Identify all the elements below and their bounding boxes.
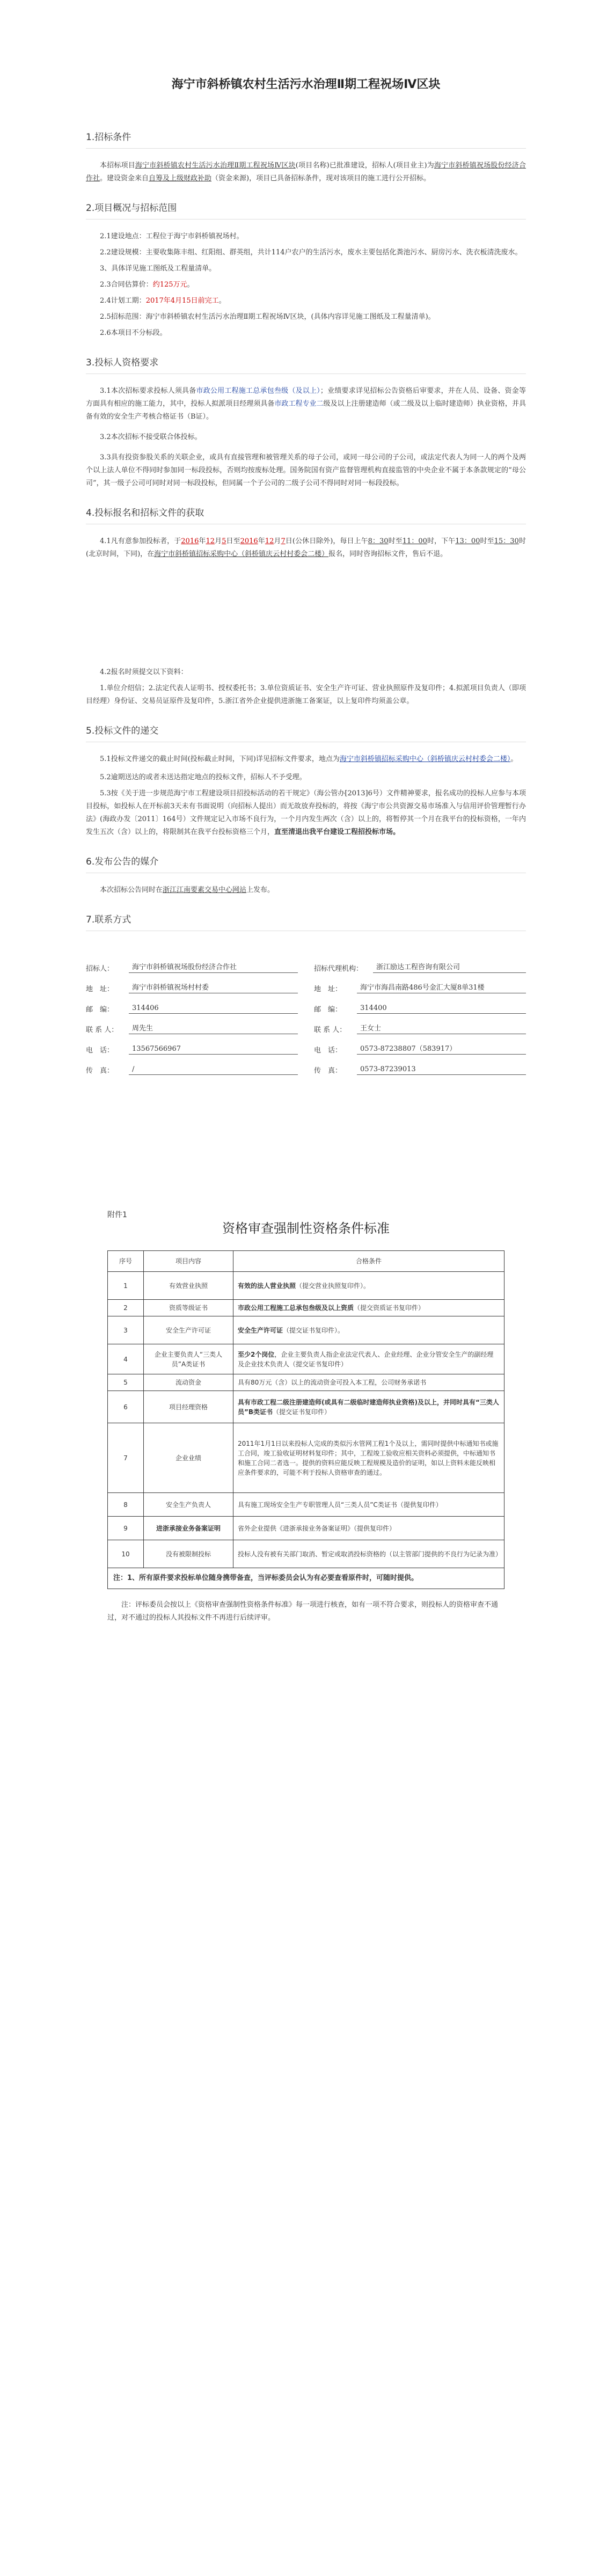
publication-media: 本次招标公告同时在浙江江南要素交易中心网站上发布。 <box>100 886 275 894</box>
blank-space <box>86 564 526 666</box>
required-documents-list: 1.单位介绍信；2.法定代表人证明书、授权委托书；3.单位资质证书、安全生产许可证、营业执照原件及复印件；4.拟派项目负责人（即项目经理）身份证、交易员证原件及复印件，5.浙江省外企业提供进浙施工备案证，以上复印件均须盖公章。 <box>86 684 526 705</box>
contact-row: 招标代理机构： 浙江励达工程咨询有限公司 <box>314 953 526 973</box>
section-heading-7: 7.联系方式 <box>86 912 526 931</box>
row-number: 6 <box>108 1391 144 1423</box>
estimated-price: 2.3合同估算价：约125万元。 <box>100 281 194 289</box>
related-enterprise-rule: 3.3具有投资参股关系的关联企业，或具有直接管理和被管理关系的母子公司，或同一母公司的子公司，或法定代表人为同一人的两个及两个以上法人单位不得同时参加同一标段投标，否则均按废标处理。国务院国有资产监督管理机构直接监管的中央企业不属于本条款规定的“母公司”，其一级子公司可同时对同一标段投标，但同属一个子公司的二级子公司不得同时对同一标段投标。 <box>86 453 526 487</box>
lot-note: 2.6本项目不分标段。 <box>100 329 167 337</box>
column-header: 项目内容 <box>144 1251 233 1272</box>
registration-time: 4.1凡有意参加投标者，于2016年12月5日至2016年12月7日(公休日除外)，每日上午8：30时至11：00时，下午13：00时至15：30时(北京时间，下同)，在海宁市斜桥镇招标采购中心（斜桥镇庆云村村委会二楼）报名，同时咨询招标文件，售后不退。 <box>86 537 526 558</box>
section-heading-4: 4.投标报名和招标文件的获取 <box>86 505 526 524</box>
contact-row: 地 址： 海宁市海昌南路486号金汇大厦8单31楼 <box>314 973 526 993</box>
table-header-row <box>108 1251 504 1272</box>
row-item: 资质等级证书 <box>144 1300 233 1316</box>
table-row <box>108 1540 504 1568</box>
annex-footer-note: 注：评标委员会按以上《资格审查强制性资格条件标准》每一项进行核查，如有一项不符合要求，则投标人的资格审查不通过，对不通过的投标人其投标文件不再进行后续评审。 <box>107 1601 499 1622</box>
row-item: 进浙承接业务备案证明 <box>144 1517 233 1540</box>
table-row <box>108 1300 504 1316</box>
row-item: 企业业绩 <box>144 1423 233 1493</box>
table-row <box>108 1517 504 1540</box>
row-condition: 有效的法人营业执照（提交营业执照复印件）。 <box>233 1272 504 1300</box>
row-number: 1 <box>108 1272 144 1300</box>
row-item: 没有被限制投标 <box>144 1540 233 1568</box>
table-row <box>108 1423 504 1493</box>
contact-row: 邮 编： 314406 <box>86 993 298 1014</box>
contact-row: 邮 编： 314400 <box>314 993 526 1014</box>
contact-row: 地 址： 海宁市斜桥镇祝场村村委 <box>86 973 298 993</box>
table-row <box>108 1391 504 1423</box>
row-item: 企业主要负责人“三类人员”A类证书 <box>144 1344 233 1374</box>
contact-row: 电 话： 0573-87238807（583917） <box>314 1034 526 1055</box>
document-title: 海宁市斜桥镇农村生活污水治理Ⅱ期工程祝场Ⅳ区块 <box>171 78 441 91</box>
row-number: 5 <box>108 1374 144 1391</box>
row-number: 9 <box>108 1517 144 1540</box>
planned-duration: 2.4计划工期：2017年4月15日前完工。 <box>100 297 226 305</box>
row-item: 项目经理资格 <box>144 1391 233 1423</box>
row-condition: 具有施工现场安全生产专职管理人员“三类人员”C类证书（提供复印件） <box>233 1493 504 1517</box>
row-number: 4 <box>108 1344 144 1374</box>
row-number: 7 <box>108 1423 144 1493</box>
scope-note: 3、具体详见施工图纸及工程量清单。 <box>100 265 216 273</box>
tender-scope: 2.5招标范围：海宁市斜桥镇农村生活污水治理Ⅱ期工程祝场Ⅳ区块，(具体内容详见施工图纸及工程量清单)。 <box>100 313 435 321</box>
annex-tag: 附件1 <box>107 1211 127 1219</box>
row-condition: 至少2个岗位，企业主要负责人指企业法定代表人、企业经理、企业分管安全生产的副经理及企业技术负责人（提交证书复印件） <box>233 1344 504 1374</box>
table-note: 注：1、所有原件要求投标单位随身携带备查，当评标委员会认为有必要查看原件时，可随时提供。 <box>108 1568 504 1589</box>
row-condition: 安全生产许可证（提交证书复印件）。 <box>233 1316 504 1344</box>
contact-row: 联 系 人： 周先生 <box>86 1014 298 1034</box>
table-row <box>108 1316 504 1344</box>
row-number: 3 <box>108 1316 144 1344</box>
table-row <box>108 1344 504 1374</box>
table-row <box>108 1493 504 1517</box>
section-1-body: 本招标项目海宁市斜桥镇农村生活污水治理Ⅱ期工程祝场Ⅳ区块(项目名称)已批准建设，招标人(项目业主)为海宁市斜桥镇祝场股份经济合作社。建设资金来自自筹及上级财政补助（资金来源)，项目已具备招标条件，现对该项目的施工进行公开招标。 <box>86 162 526 182</box>
column-header: 序号 <box>108 1251 144 1272</box>
table-note-row <box>108 1568 504 1589</box>
no-consortium: 3.2本次招标不接受联合体投标。 <box>100 433 202 441</box>
submission-deadline: 5.1投标文件递交的截止时间(投标截止时间，下同)详见招标文件要求，地点为海宁市斜桥镇招标采购中心（斜桥镇庆云村村委会二楼）。 <box>100 755 518 763</box>
row-condition: 具有80万元（含）以上的流动资金可投入本工程，公司财务承诺书 <box>233 1374 504 1391</box>
row-condition: 市政公用工程施工总承包叁级及以上资质（提交资质证书复印件） <box>233 1300 504 1316</box>
row-number: 8 <box>108 1493 144 1517</box>
column-header: 合格条件 <box>233 1251 504 1272</box>
contact-row: 联 系 人： 王女士 <box>314 1014 526 1034</box>
row-item: 有效营业执照 <box>144 1272 233 1300</box>
contact-info <box>86 953 526 1075</box>
contact-row: 招标人： 海宁市斜桥镇祝场股份经济合作社 <box>86 953 298 973</box>
annex <box>107 1209 504 1624</box>
credit-rule: 5.3按《关于进一步规范海宁市工程建设项目招投标活动的若干规定》（海公管办[2013]6号）文件精神要求，报名成功的投标人应参与本项目投标，如投标人在开标前3天未有书面说明（向招标人提出）而无故放弃投标的，将按《海宁市公共资源交易市场准入与信用评价管理暂行办法》(海政办发〔2011〕164号）文件规定记入市场不良行为，一个月内发生两次（含）以上的，将暂停其一个月在我平台的投标资格，一年内发生五次（含）以上的，将限制其在我平台投标资格三个月，直至清退出我平台建设工程招投标市场。 <box>86 789 526 836</box>
section-heading-2: 2.项目概况与招标范围 <box>86 200 526 219</box>
section-heading-1: 1.招标条件 <box>86 129 526 149</box>
section-heading-6: 6.发布公告的媒介 <box>86 854 526 873</box>
table-row <box>108 1374 504 1391</box>
tenderer-contact <box>86 953 298 1075</box>
section-heading-3: 3.投标人资格要求 <box>86 355 526 374</box>
contact-row: 传 真： 0573-87239013 <box>314 1055 526 1075</box>
agency-contact <box>314 953 526 1075</box>
construction-site: 2.1建设地点：工程位于海宁市斜桥镇祝场村。 <box>100 232 244 240</box>
qualification-requirement: 3.1本次招标要求投标人须具备市政公用工程施工总承包叁级（及以上）；业绩要求详见招标公告资格后审要求，并在人员、设备、资金等方面具有相应的施工能力，其中，投标人拟派项目经理须具备市政工程专业二级及以上注册建造师（或二级及以上临时建造师）执业资格，并具备有效的安全生产考核合格证书（B证）。 <box>86 387 526 421</box>
annex-title: 资格审查强制性资格条件标准 <box>222 1221 390 1236</box>
row-number: 2 <box>108 1300 144 1316</box>
row-condition: 具有市政工程二级注册建造师(或具有二级临时建造师执业资格)及以上，并同时具有“三类人员”B类证书（提交证书复印件） <box>233 1391 504 1423</box>
required-documents-intro: 4.2报名时须提交以下资料： <box>100 668 188 676</box>
row-number: 10 <box>108 1540 144 1568</box>
row-item: 安全生产许可证 <box>144 1316 233 1344</box>
document <box>86 0 526 1624</box>
construction-scale: 2.2建设规模：主要收集陈丰组、红阳组、群英组，共计114户农户的生活污水，废水主要包括化粪池污水、厨房污水、洗衣板清洗废水。 <box>100 248 522 257</box>
table-row <box>108 1272 504 1300</box>
row-item: 安全生产负责人 <box>144 1493 233 1517</box>
row-item: 流动资金 <box>144 1374 233 1391</box>
contact-row: 传 真： / <box>86 1055 298 1075</box>
row-condition: 2011年1月1日以来投标人完成的类似污水管网工程1个及以上，需同时提供中标通知书或施工合同，竣工验收证明材料复印件；其中，工程竣工验收应相关资料必须提供，中标通知书和施工合同二者选一。提供的资料应能反映工程规模及造价的证明，如以上资料未能反映相应条件要求的，可能不利于投标人资格审查的通过。 <box>233 1423 504 1493</box>
row-condition: 省外企业提供《进浙承接业务备案证明》（提供复印件） <box>233 1517 504 1540</box>
section-heading-5: 5.投标文件的递交 <box>86 723 526 742</box>
late-submission-note: 5.2逾期送达的或者未送达指定地点的投标文件，招标人不予受理。 <box>100 773 306 781</box>
row-condition: 投标人没有被有关部门取消、暂定或取消投标资格的（以主管部门提供的不良行为记录为准） <box>233 1540 504 1568</box>
contact-row: 电 话： 13567566967 <box>86 1034 298 1055</box>
qualification-table <box>107 1250 504 1589</box>
